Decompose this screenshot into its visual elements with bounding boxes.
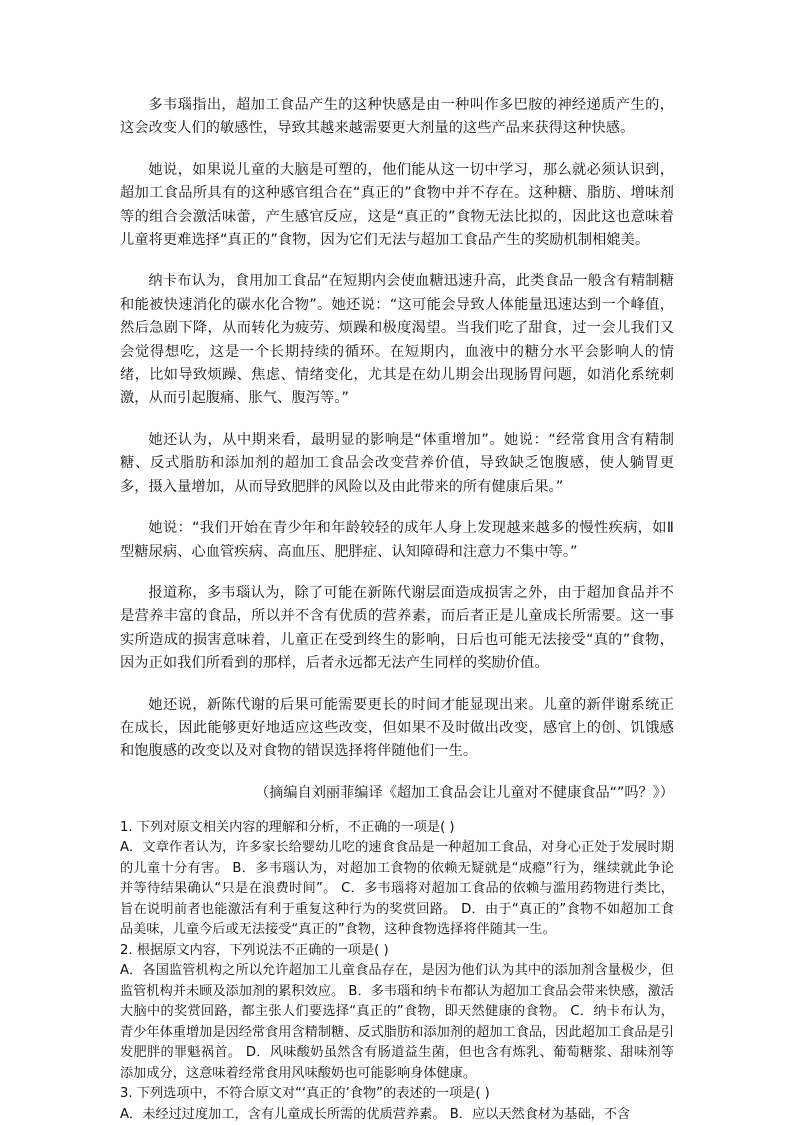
article-paragraph-2: 她说，如果说儿童的大脑是可塑的，他们能从这一切中学习，那么就必须认识到，超加工食品所具有的这种感官组合在“真正的”食物中并不存在。这种糖、脂肪、增味剂等的组合会激活味蕾，产生感官反应，这是“真正的”食物无法比拟的，因此这也意味着儿童将更难选择“真正的”食物，因为它们无法与超加工食品产生的奖励机制相媲美。: [120, 161, 674, 249]
question-3: [120, 1084, 674, 1125]
question-2-title: 2. 根据原文内容，下列说法不正确的一项是( ): [120, 942, 389, 958]
article-paragraph-6: 报道称，多韦瑙认为，除了可能在新陈代谢层面造成损害之外，由于超加食品并不是营养丰富的食品，所以并不含有优质的营养素，而后者正是儿童成长所需要。这一事实所造成的损害意味着，儿童正在受到终生的影响，日后也可能无法接受“真的”食物，因为正如我们所看到的那样，后者永远都无法产生同样的奖励价值。: [120, 584, 674, 672]
document-page: [120, 94, 674, 1125]
article-paragraph-5: 她说：“我们开始在青少年和年龄较轻的成年人身上发现越来越多的慢性疾病，如Ⅱ型糖尿病、心血管疾病、高血压、肥胖症、认知障碍和注意力不集中等。”: [120, 520, 674, 560]
question-1-title: 1. 下列对原文相关内容的理解和分析，不正确的一项是( ): [120, 819, 455, 835]
question-2: [120, 941, 674, 1085]
article-body: [120, 94, 674, 805]
question-1: [120, 818, 674, 941]
question-3-options: A．未经过过度加工，含有儿童成长所需的优质营养素。 B．应以天然食材为基础，不含: [120, 1106, 631, 1122]
question-1-options: A．文章作者认为，许多家长给婴幼儿吃的速食食品是一种超加工食品，对身心正处于发展时期的儿童十分有害。 B．多韦瑙认为，对超加工食物的依赖无疑就是“成瘾”行为，继续就此争论并等待结果确认“只是在浪费时间”。 C．多韦瑙将对超加工食品的依赖与滥用药物进行类比，旨在说明前者也能激活有利于重复这种行为的奖赏回路。 D．由于“真正的”食物不如超加工食品美味，儿童今后或无法接受“真正的”食物，这种食物选择将伴随其一生。: [120, 840, 674, 938]
question-section: [120, 818, 674, 1125]
article-source: （摘编自刘丽菲编译《超加工食品会让儿童对不健康食品“”吗？》）: [254, 784, 674, 801]
article-paragraph-7: 她还说，新陈代谢的后果可能需要更长的时间才能显现出来。儿童的新伴谢系统正在成长，因此能够更好地适应这些改变，但如果不及时做出改变，感官上的创、饥饿感和饱腹感的改变以及对食物的错误选择将伴随他们一生。: [120, 696, 674, 760]
article-paragraph-4: 她还认为，从中期来看，最明显的影响是“体重增加”。她说：“经常食用含有精制糖、反式脂肪和添加剂的超加工食品会改变营养价值，导致缺乏饱腹感，使人躺胃更多，摄入量增加，从而导致肥胖的风险以及由此带来的所有健康后果。”: [120, 431, 674, 495]
question-2-options: A．各国监管机构之所以允许超加工儿童食品存在，是因为他们认为其中的添加剂含量极少，但监管机构并未顾及添加剂的累积效应。 B．多韦瑙和纳卡布都认为超加工食品会带来快感，激活大脑中的奖赏回路，都主张人们要选择“真正的”食物，即天然健康的食物。 C．纳卡布认为，青少年体重增加是因经常食用含精制糖、反式脂肪和添加剂的超加工食品，因此超加工食品是引发肥胖的罪魁祸首。 D．风味酸奶虽然含有肠道益生菌，但也含有炼乳、葡萄糖浆、甜味剂等添加成分，这意味着经常食用风味酸奶也可能影响身体健康。: [120, 963, 674, 1081]
article-paragraph-3: 纳卡布认为，食用加工食品“在短期内会使血糖迅速升高，此类食品一般含有精制糖和能被快速消化的碳水化合物”。她还说：“这可能会导致人体能量迅速达到一个峰值，然后急剧下降，从而转化为疲劳、烦躁和极度渴望。当我们吃了甜食，过一会儿我们又会觉得想吃，这是一个长期持续的循环。在短期内，血液中的糖分水平会影响人的情绪，比如导致烦躁、焦虑、情绪变化，尤其是在幼儿期会出现肠胃问题，如消化系统刺激，从而引起腹痛、胀气、腹泻等。”: [120, 273, 674, 407]
question-3-title: 3. 下列选项中，不符合原文对“‘真正的’食物”的表述的一项是( ): [120, 1086, 490, 1102]
article-paragraph-1: 多韦瑙指出，超加工食品产生的这种快感是由一种叫作多巴胺的神经递质产生的，这会改变人们的敏感性，导致其越来越需要更大剂量的这些产品来获得这种快感。: [120, 97, 674, 137]
